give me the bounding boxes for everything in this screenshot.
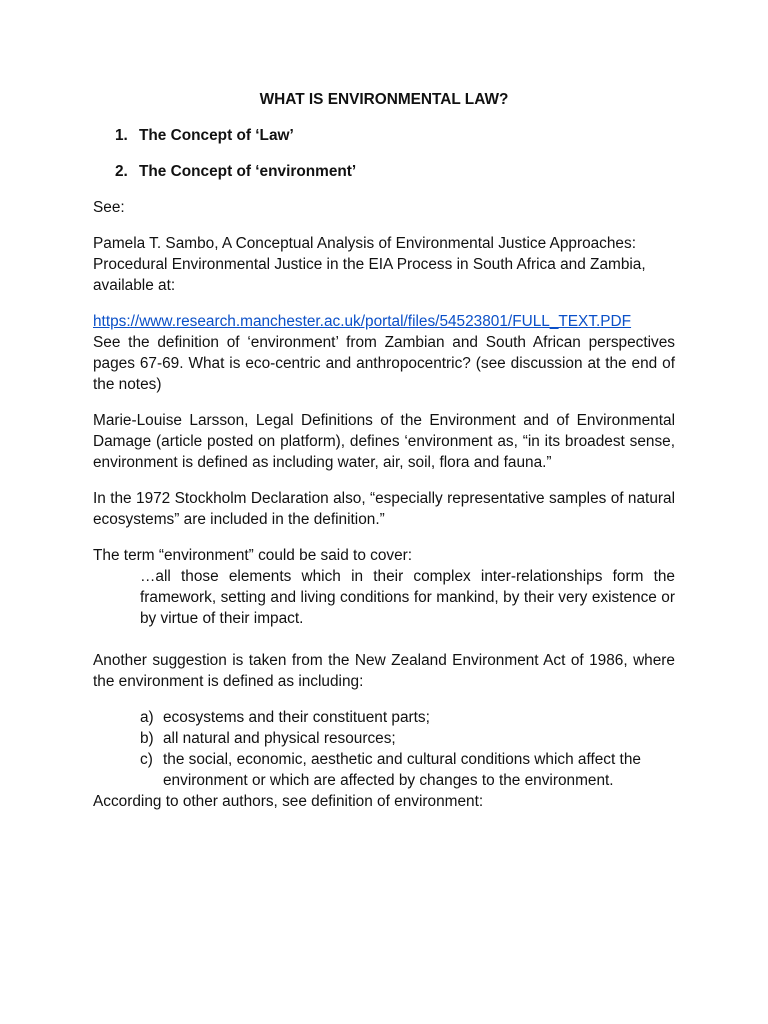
stockholm-paragraph: In the 1972 Stockholm Declaration also, “especially representative samples of natural ecosystems” are included in the definition.” — [93, 490, 675, 528]
heading-concept-of-environment — [115, 161, 675, 182]
nz-definition-list — [140, 707, 675, 791]
heading-number: 2. — [115, 163, 128, 180]
term-intro: The term “environment” could be said to cover: — [93, 547, 413, 564]
term-block-quote: …all those elements which in their complex inter-relationships form the framework, setting and living conditions for mankind, by their very existence or by virtue of their impact. — [140, 568, 675, 627]
larsson-paragraph: Marie-Louise Larsson, Legal Definitions of the Environment and of Environmental Damage (article posted on platform), defines ‘environment as, “in its broadest sense, environment is defined as including water, air, soil, flora and fauna.” — [93, 412, 675, 471]
heading-number: 1. — [115, 127, 128, 144]
list-item-text: the social, economic, aesthetic and cultural conditions which affect the environment or which are affected by changes to the environment. — [163, 751, 641, 789]
heading-text: The Concept of ‘environment’ — [139, 163, 357, 180]
see-label: See: — [93, 199, 125, 216]
list-item-text: ecosystems and their constituent parts; — [163, 709, 430, 726]
list-marker: c) — [140, 751, 153, 768]
list-marker: b) — [140, 730, 154, 747]
list-marker: a) — [140, 709, 154, 726]
list-item — [140, 707, 675, 728]
list-item — [140, 728, 675, 749]
list-item — [140, 749, 675, 791]
heading-text: The Concept of ‘Law’ — [139, 127, 294, 144]
manchester-thesis-link[interactable]: https://www.research.manchester.ac.uk/portal/files/54523801/FULL_TEXT.PDF — [93, 313, 632, 330]
closing-line: According to other authors, see definition of environment: — [93, 793, 484, 810]
reference-link-paragraph — [93, 311, 675, 332]
page-title: WHAT IS ENVIRONMENTAL LAW? — [259, 91, 509, 108]
definition-note: See the definition of ‘environment’ from Zambian and South African perspectives pages 67-69. What is eco-centric and anthropocentric? (see discussion at the end of the notes) — [93, 334, 675, 393]
list-item-text: all natural and physical resources; — [163, 730, 396, 747]
sambo-reference: Pamela T. Sambo, A Conceptual Analysis of Environmental Justice Approaches: Procedural Environmental Justice in the EIA Process in South Africa and Zambia, available at: — [93, 235, 646, 294]
heading-concept-of-law — [115, 125, 675, 146]
nz-intro: Another suggestion is taken from the New Zealand Environment Act of 1986, where the environment is defined as including: — [93, 652, 675, 690]
document-body — [93, 89, 675, 812]
